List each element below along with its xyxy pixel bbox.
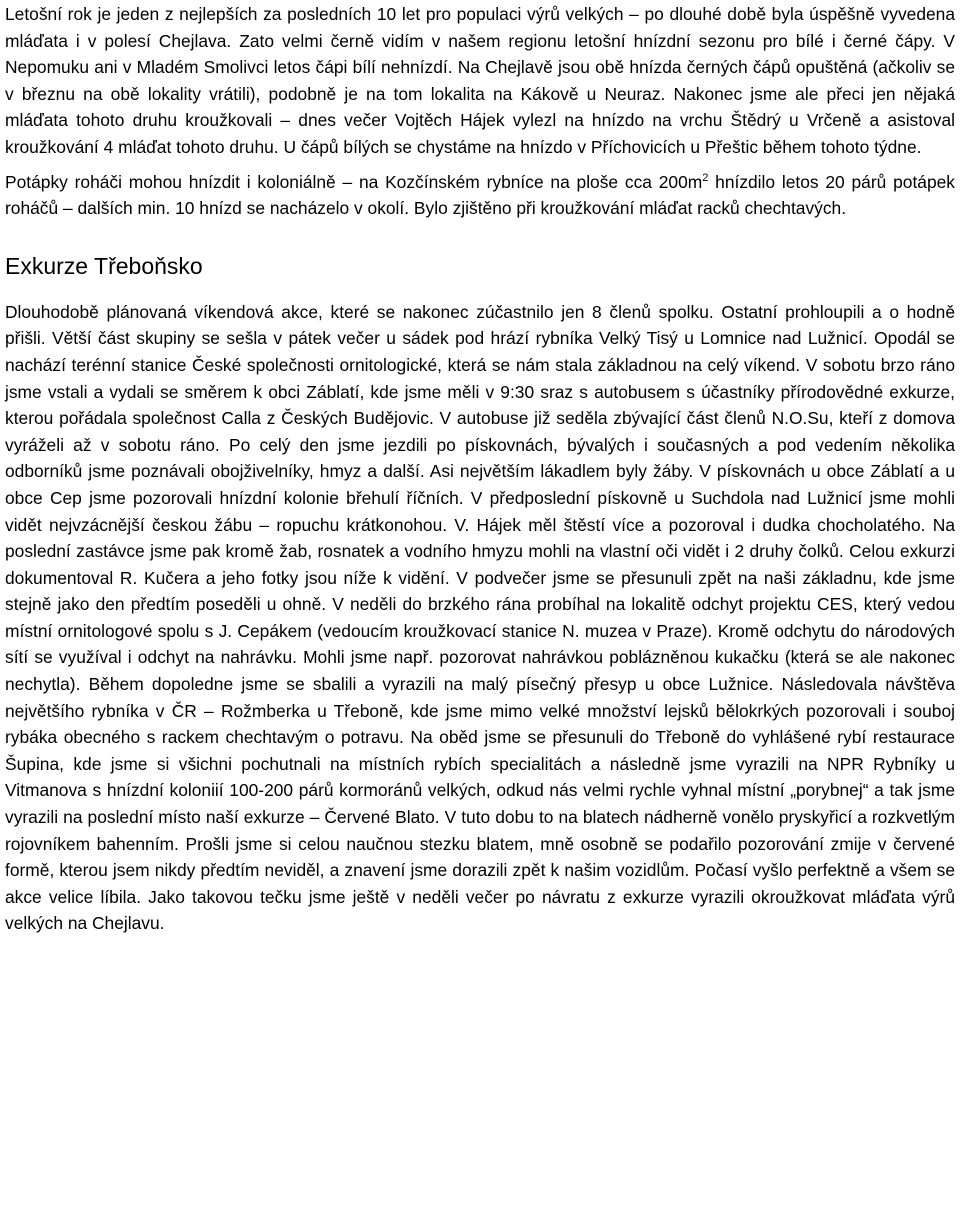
superscript-exponent: 2 [702,171,709,184]
section-heading: Exkurze Třeboňsko [5,252,203,279]
paragraph-grebes [5,169,955,222]
paragraph-grebes-text-b: hnízdilo letos 20 párů potápek roháčů – dalších min. 10 hnízd se nacházelo v okolí. Bylo zjištěno při kroužkování mláďat racků chechtavých. [5,171,955,219]
paragraph-excursion: Dlouhodobě plánovaná víkendová akce, které se nakonec zúčastnilo jen 8 členů spolku. Ostatní prohloupili a o hodně přišli. Větší část skupiny se sešla v pátek večer u sádek pod hrází rybníka Velký Tisý u Lomnice nad Lužnicí. Opodál se nachází terénní stanice České společnosti ornitologické, která se nám stala základnou na celý víkend. V sobotu brzo ráno jsme vstali a vydali se směrem k obci Záblatí, kde jsme měli v 9:30 sraz s autobusem s účastníky přírodovědné exkurze, kterou pořádala společnost Calla z Českých Budějovic. V autobuse již seděla zbývající část členů N.O.Su, kteří z domova vyráželi až v sobotu ráno. Po celý den jsme jezdili po pískovnách, bývalých i současných a pod vedením několika odborníků jsme poznávali obojživelníky, hmyz a další. Asi největším lákadlem byly žáby. V pískovnách u obce Záblatí a u obce Cep jsme pozorovali hnízdní kolonie břehulí říčních. V předposlední pískovně u Suchdola nad Lužnicí jsme mohli vidět nejvzácnější českou žábu – ropuchu krátkonohou. V. Hájek měl štěstí více a pozoroval i dudka chocholatého. Na poslední zastávce jsme pak kromě žab, rosnatek a vodního hmyzu mohli na vlastní oči vidět i 2 druhy čolků. Celou exkurzi dokumentoval R. Kučera a jeho fotky jsou níže k vidění. V podvečer jsme se přesunuli zpět na naši základnu, kde jsme stejně jako den předtím poseděli u ohně. V neděli do brzkého rána probíhal na lokalitě odchyt projektu CES, který vedou místní ornitologové spolu s J. Cepákem (vedoucím kroužkovací stanice N. muzea v Praze). Kromě odchytu do národových sítí se využíval i odchyt na nahrávku. Mohli jsme např. pozorovat nahrávkou poblázněnou kukačku (která se ale nakonec nechytla). Během dopoledne jsme se sbalili a vyrazili na malý písečný přesyp u obce Lužnice. Následovala návštěva největšího rybníka v ČR – Rožmberka u Třeboně, kde jsme mimo velké množství lejsků bělokrkých pozorovali i souboj rybáka obecného s rackem chechtavým o potravu. Na oběd jsme se přesunuli do Třeboně do vyhlášené rybí restaurace Šupina, kde jsme si všichni pochutnali na místních rybích specialitách a následně jsme vyrazili na NPR Rybníky u Vitmanova s hnízdní koloniií 100-200 párů kormoránů velkých, odkud nás velmi rychle vyhnal místní „porybnej“ a tak jsme vyrazili na poslední místo naší exkurze – Červené Blato. V tuto dobu to na blatech nádherně vonělo pryskyřicí a rozkvetlým rojovníkem bahenním. Prošli jsme si celou naučnou stezku blatem, mně osobně se podařilo pozorování zmije v červené formě, kterou jsem nikdy předtím neviděl, a znavení jsme dorazili zpět k našim vozidlům. Počasí vyšlo perfektně a všem se akce velice líbila. Jako takovou tečku jsme ještě v neděli večer po návratu z exkurze vyrazili okroužkovat mláďata výrů velkých na Chejlavu. [5,301,955,934]
document-page [5,0,955,937]
paragraph-owls-storks: Letošní rok je jeden z nejlepších za posledních 10 let pro populaci výrů velkých – po dlouhé době byla úspěšně vyvedena mláďata i v polesí Chejlava. Zato velmi černě vidím v našem regionu letošní hnízdní sezonu pro bílé i černé čápy. V Nepomuku ani v Mladém Smolivci letos čápi bílí nehnízdí. Na Chejlavě jsou obě hnízda černých čápů opuštěná (ačkoliv se v březnu na obě lokality vrátili), podobně je na tom lokalita na Kákově u Neuraz. Nakonec jsme ale přeci jen nějaká mláďata tohoto druhu kroužkovali – dnes večer Vojtěch Hájek vylezl na hnízdo na vrchu Štědrý u Vrčeně a asistoval kroužkování 4 mláďat tohoto druhu. U čápů bílých se chystáme na hnízdo v Příchovicích u Přeštic během tohoto týdne. [5,4,955,157]
paragraph-grebes-text-a: Potápky roháči mohou hnízdit i koloniálně – na Kozčínském rybníce na ploše cca 200m [5,171,703,192]
